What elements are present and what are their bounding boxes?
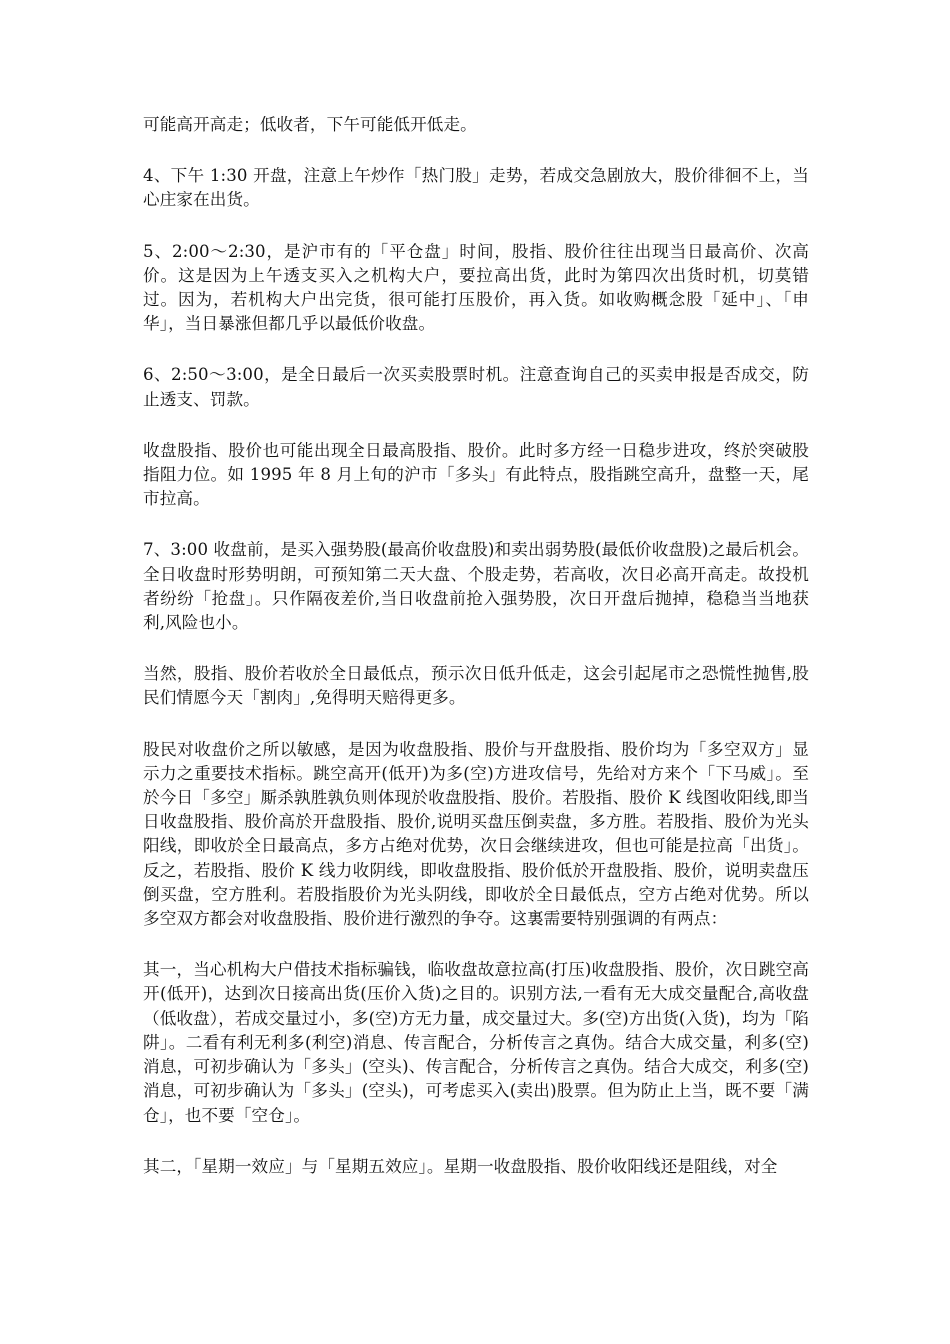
- paragraph-4: 6、2:50～3:00，是全日最后一次买卖股票时机。注意查询自己的买卖申报是否成交，防止透支、罚款。: [143, 365, 809, 409]
- paragraph-9: 其一，当心机构大户借技术指标骗钱，临收盘故意拉高(打压)收盘股指、股价，次日跳空高开(低开)，达到次日接高出货(压价入货)之目的。识别方法,一看有无大成交量配合,高收盘（低收盘），若成交量过小，多(空)方无力量，成交量过大。多(空)方出货(入货)，均为「陷阱」。二看有利无利多(利空)消息、传言配合，分析传言之真伪。结合大成交量，利多(空)消息，可初步确认为「多头」(空头)、传言配合，分析传言之真伪。结合大成交，利多(空)消息，可初步确认为「多头」(空头)，可考虑买入(卖出)股票。但为防止上当，既不要「满仓」，也不要「空仓」。: [143, 960, 809, 1125]
- document-page: [143, 113, 809, 1206]
- paragraph-5: 收盘股指、股价也可能出现全日最高股指、股价。此时多方经一日稳步进攻，终於突破股指阻力位。如 1995 年 8 月上旬的沪市「多头」有此特点，股指跳空高升，盘整一天，尾市拉高。: [143, 440, 809, 509]
- paragraph-6: 7、3:00 收盘前，是买入强势股(最高价收盘股)和卖出弱势股(最低价收盘股)之最后机会。全日收盘时形势明朗，可预知第二天大盘、个股走势，若高收，次日必高开高走。故投机者纷纷「抢盘」。只作隔夜差价,当日收盘前抢入强势股，次日开盘后抛掉，稳稳当当地获利,风险也小。: [143, 540, 809, 633]
- paragraph-1: 可能高开高走；低收者，下午可能低开低走。: [143, 115, 477, 134]
- paragraph-7: 当然，股指、股价若收於全日最低点，预示次日低升低走，这会引起尾市之恐慌性抛售,股民们情愿今天「割肉」,免得明天赔得更多。: [143, 664, 809, 708]
- paragraph-8: 股民对收盘价之所以敏感，是因为收盘股指、股价与开盘股指、股价均为「多空双方」显示力之重要技术指标。跳空高开(低开)为多(空)方进攻信号，先给对方来个「下马威」。至於今日「多空」厮杀孰胜孰负则体现於收盘股指、股价。若股指、股价 K 线图收阳线,即当日收盘股指、股价高於开盘股指、股价,说明买盘压倒卖盘，多方胜。若股指、股价为光头阳线，即收於全日最高点，多方占绝对优势，次日会继续进攻，但也可能是拉高「出货」。反之，若股指、股价 K 线力收阴线，即收盘股指、股价低於开盘股指、股价，说明卖盘压倒买盘，空方胜利。若股指股价为光头阴线，即收於全日最低点，空方占绝对优势。所以多空双方都会对收盘股指、股价进行激烈的争夺。这裏需要特别强调的有两点：: [143, 739, 809, 929]
- paragraph-2: 4、下午 1:30 开盘，注意上午炒作「热门股」走势，若成交急剧放大，股价徘徊不上，当心庄家在出货。: [143, 166, 809, 210]
- paragraph-10: 其二，「星期一效应」与「星期五效应」。星期一收盘股指、股价收阳线还是阻线，对全: [143, 1156, 778, 1176]
- paragraph-3: 5、2:00～2:30，是沪市有的「平仓盘」时间，股指、股价往往出现当日最高价、次高价。这是因为上午透支买入之机构大户，要拉高出货，此时为第四次出货时机，切莫错过。因为，若机构大户出完货，很可能打压股价，再入货。如收购概念股「延中」、「申华」，当日暴涨但都几乎以最低价收盘。: [143, 241, 809, 334]
